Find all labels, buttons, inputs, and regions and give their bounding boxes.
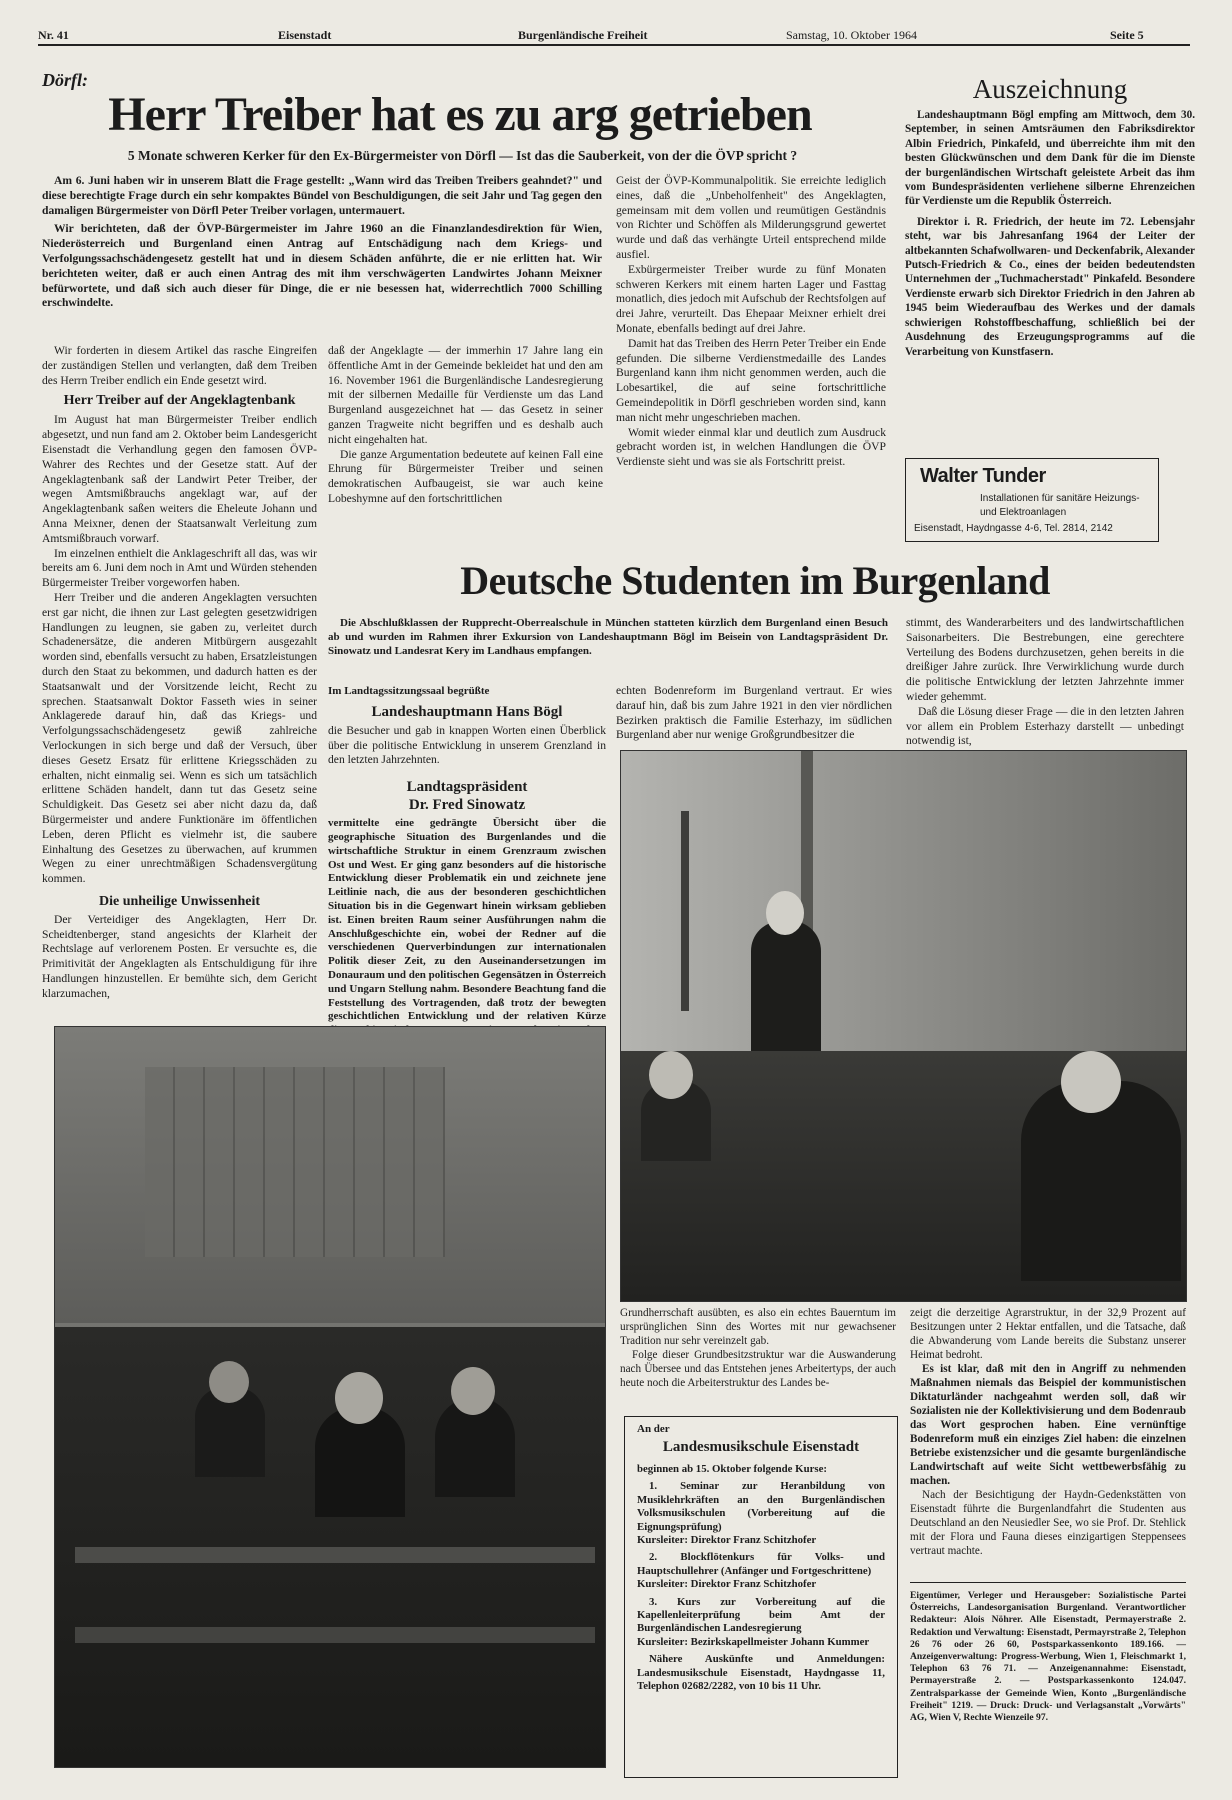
text-paragraph: Folge dieser Grundbesitzstruktur war die Auswanderung nach Übersee und das Entstehen jenes Arbeitertyps, der auch heute noch die Arbeiterstruktur des Landes be- (620, 1349, 896, 1389)
issue-date: Samstag, 10. Oktober 1964 (786, 28, 917, 42)
column-1 (42, 344, 317, 1002)
music-school-box (624, 1416, 898, 1778)
course-item: 3. Kurs zur Vorbereitung auf die Kapellenleiterprüfung beim Amt der Burgenländischen Landesregierung (637, 1595, 885, 1635)
text-paragraph: Wir forderten in diesem Artikel das rasche Eingreifen der zuständigen Stellen und verlangten, daß dem Treiben des Herrn Treiber endlich ein Ende gesetzt wird. (42, 344, 317, 387)
box-kicker: An der (637, 1423, 670, 1435)
text-paragraph: Grundherrschaft ausübten, es also ein echtes Bauerntum im ursprünglichen Sinn des Wortes mit nur gewachsener Tradition nur sehr vereinzelt gab. (620, 1307, 896, 1347)
text-paragraph: Im August hat man Bürgermeister Treiber endlich abgesetzt, und nun fand am 2. Oktober beim Landesgericht Eisenstadt die Verhandlung gegen den famosen ÖVP-Wahrer des Rechtes und der Gesetze statt. Auf der Angeklagtenbank saß der Landwirt Peter Treiber, der wegen Amtsmißbrauchs angeklagt war, auf der Angeklagtenbank saßen weiters die Eheleute Johann und Anna Meixner, denen der Staatsanwalt Verleitung zum Amtsmißbrauch vorwarf. (42, 413, 317, 545)
text-paragraph: Womit wieder einmal klar und deutlich zum Ausdruck gebracht worden ist, in welchen Handlungen die ÖVP Verdienste sieht und was sie als Fortschritt preist. (616, 425, 886, 469)
course-lead: Kursleiter: Direktor Franz Schitzhofer (637, 1534, 817, 1547)
text-paragraph: daß der Angeklagte — der immerhin 17 Jahre lang ein öffentliche Amt in der Gemeinde bekleidet hat und den am 16. November 1961 die Burgenländische Landesregierung mit der silbernen Medaille für Verdienste um das Land Burgenland ausgezeichnet hat — das Gesetz in seiner ganzen Tragweite nicht begriffen und es deshalb auch nicht eingehalten hat. (328, 344, 603, 446)
lead-right (616, 174, 886, 470)
subheading: Die unheilige Unwissenheit (98, 893, 260, 909)
course-item: 2. Blockflötenkurs für Volks- und Hauptschullehrer (Anfänger und Fortgeschrittene) (637, 1551, 885, 1577)
contact-info: Nähere Auskünfte und Anmeldungen: Landesmusikschule Eisenstadt, Haydngasse 11, Telephon 02682/2282, von 10 bis 11 Uhr. (637, 1653, 885, 1693)
subheading: Herr Treiber auf der Angeklagtenbank (63, 393, 296, 409)
speaker-title: Landtagspräsident (406, 779, 528, 796)
masthead-rule (38, 44, 1190, 46)
text-paragraph: Damit hat das Treiben des Herrn Peter Treiber ein Ende gefunden. Die silberne Verdienstmedaille des Landes Burgenland kann ihm nicht genommen werden, auch die Lobesartikel, die auf seine fortschrittliche Gemeindepolitik in Dörfl geschrieben worden sind, kann man nicht mehr ungeschrieben machen. (616, 336, 886, 424)
headline: Herr Treiber hat es zu arg getrieben (108, 88, 812, 141)
course-lead: Kursleiter: Direktor Franz Schitzhofer (637, 1578, 817, 1591)
text-paragraph: Der Verteidiger des Angeklagten, Herr Dr. Scheidtenberger, stand angesichts der Klarheit der Rechtslage auf verlorenem Posten. Er versuchte es, die Primitivität der Angeklagten als Entschuldigung für ihre Handlungen hinzustellen. Er bemühte sich, dem Gericht klarzumachen, (42, 912, 317, 1000)
photo-speaker (620, 750, 1187, 1302)
text-paragraph: Landeshauptmann Bögl empfing am Mittwoch, dem 30. September, in seinen Amtsräumen den Fabriksdirektor Albin Friedrich, Pinkafeld, und überreichte ihm mit den besten Glückwünschen und dem Dank für die im Dienste der burgenländischen Wirtschaft geleistete Arbeit das ihm vom Bundespräsidenten verliehene silberne Ehrenzeichen für Verdienste um die Republik Österreich. (905, 109, 1195, 208)
text-paragraph: vermittelte eine gedrängte Übersicht über die geographische Situation des Burgenlandes und die wirtschaftliche Struktur in einem Grenzraum zwischen Ost und West. Er ging ganz besonders auf die historische Entwicklung dieser Problematik ein und zeichnete jene Leitlinie nach, die aus der besonderen geschichtlichen Situation bis in die Gegenwart hinein wirksam geblieben ist. Einen breiten Raum seiner Ausführungen nahm die Anschlußgeschichte ein, wobei der Redner auf die verschiedenen Querverbindungen zur internationalen Politik dieser Zeit, zu den Auseinandersetzungen im Donauraum und den politischen Gegensätzen in Österreich und Ungarn Stellung nahm. Besondere Beachtung fand die Feststellung des Vortragenden, daß trotz der bewegten geschichtlichen Entwicklung und der relativen Kürze (328, 817, 606, 1023)
place-name: Eisenstadt (278, 28, 332, 42)
advert-line: Installationen für sanitäre Heizungs- (980, 493, 1140, 504)
course-lead: Kursleiter: Bezirkskapellmeister Johann Kummer (637, 1635, 870, 1648)
article2-intro: Die Abschlußklassen der Rupprecht-Oberrealschule in München statteten kürzlich dem Burgenland einen Besuch ab und wurden im Rahmen ihrer Exkursion von Landeshauptmann Bögl im Beisein von Landtagspräsident Dr. Sinowatz und Landesrat Kery im Landhaus empfangen. (328, 617, 888, 657)
text-paragraph: Nach der Besichtigung der Haydn-Gedenkstätten von Eisenstadt führte die Burgenlandfahrt die Studenten aus Deutschland an den Neusiedler See, wo sie Prof. Dr. Stehlick mit der Flora und Fauna dieses einzigartigen Steppensees vertraut machte. (910, 1489, 1186, 1557)
text-paragraph: Direktor i. R. Friedrich, der heute im 72. Lebensjahr steht, war bis Jahresanfang 1964 der Leiter der altbekannten Schafwollwaren- und Deckenfabrik, Alexander Putsch-Friedrich & Co., eines der beiden bedeutendsten Unternehmen der „Tuchmacherstadt" Pinkafeld. Besondere Verdienste erwarb sich Direktor Friedrich in den Jahren ab 1945 beim Wiederaufbau des Werkes und der damals schwierigen Rohstoffbeschaffung, schließlich bei der Ausdehnung des Erzeugungsprogramms auf die Verarbeitung von Kunstfasern. (905, 215, 1195, 358)
text-paragraph: Geist der ÖVP-Kommunalpolitik. Sie erreichte lediglich eines, daß die „Unbeholfenheit" des Angeklagten, gemeinsam mit dem vollen und reumütigen Geständnis von Richter und Schöffen als Milderungsgrund gewertet wurde und daß das verhängte Urteil entsprechend milde ausfiel. (616, 174, 886, 261)
text-paragraph: Daß die Lösung dieser Frage — die in den letzten Jahren vor allem ein Problem Esterhazy darstellt — unbedingt notwendig ist, (906, 704, 1184, 748)
issue-number: Nr. 41 (38, 28, 69, 42)
text-paragraph: die Besucher und gab in knappen Worten einen Überblick über die politische Entwicklung in unserem Grenzland in den letzten Jahrzehnten. (328, 723, 606, 767)
advert-name: Walter Tunder (920, 465, 1046, 487)
text-paragraph: Im einzelnen enthielt die Anklageschrift all das, was wir bereits am 6. Juni dem noch in Amt und Würden stehenden Bürgermeister Treiber vorgeworfen haben. (42, 546, 317, 590)
subheadline: 5 Monate schweren Kerker für den Ex-Bürgermeister von Dörfl — Ist das die Sauberkeit, von der die ÖVP spricht ? (127, 148, 798, 163)
article2-column-c-bottom (910, 1306, 1186, 1558)
column-2 (328, 344, 603, 507)
speaker-name: Landeshauptmann Hans Bögl (371, 703, 563, 720)
caption-small: Im Landtagssitzungssaal begrüßte (328, 685, 490, 697)
text-paragraph: stimmt, des Wanderarbeiters und des landwirtschaftlichen Saisonarbeiters. Die Bestrebungen, eine gerechtere Verteilung des Bodens durchzusetzen, gehen bereits in die dreißiger Jahre zurück. Ihre Verwirklichung wurde durch die politische Entwicklung der letzten Jahrzehnte immer wieder gehemmt. (906, 616, 1184, 703)
lead-paragraph: Wir berichteten, daß der ÖVP-Bürgermeister im Jahre 1960 an die Finanzlandesdirektion für Wien, Niederösterreich und Burgenland einen Antrag auf Entschädigung nach dem Kriegs- und Verfolgungssachschädengesetz gestellt hat und in diesem Schäden anführte, die er nie erlitten hat. Wir berichteten weiter, daß er auch einen Antrag des mit ihm verschwägerten Landwirtes Johann Meixner befürwortete, und daß sich auch dieser für Dinge, die er nie besessen hat, widerrechtlich 7000 Schilling erschwindelte. (42, 222, 602, 310)
course-item: 1. Seminar zur Heranbildung von Musiklehrkräften an den Burgenländischen Volksmusikschulen (Vorbereitung auf die Eignungsprüfung) (637, 1480, 885, 1533)
speaker-name: Dr. Fred Sinowatz (408, 797, 526, 814)
text-paragraph: Die ganze Argumentation bedeutete auf keinen Fall eine Ehrung für Bürgermeister Treiber und seinen demokratischen Aufbaugeist, sie war auch keine Lobeshymne auf den fortschrittlichen (328, 447, 603, 505)
text-paragraph: zeigt die derzeitige Agrarstruktur, in der 32,9 Prozent auf Besitzungen unter 2 Hektar entfallen, und die Tatsache, daß die Abwanderung vom Lande bereits die Substanz unserer Heimat bedroht. (910, 1307, 1186, 1361)
box-content (637, 1463, 885, 1694)
imprint: Eigentümer, Verleger und Herausgeber: Sozialistische Partei Österreichs, Landesorganisation Burgenland. Verantwortlicher Redakteur: Alois Nöhrer. Alle Eisenstadt, Permayerstraße 2. Redaktion und Verwaltung: Eisenstadt, Permayrstraße 2, Telephon 26 76 oder 26 60, Postsparkassenkonto 189.166. — Anzeigenverwaltung: Progress-Werbung, Wien 1, Fleischmarkt 1, Telephon 63 76 71. — Anzeigenannahme: Eisenstadt, Permayerstraße 2. — Postsparkassenkonto 124.047. Zentralsparkasse der Gemeinde Wien, Konto „Burgenländische Freiheit" 1219. — Druck: Druck- und Verlagsanstalt „Vorwärts" AG, Wien V, Rechte Wienzeile 97. (910, 1590, 1186, 1724)
box-intro: beginnen ab 15. Oktober folgende Kurse: (637, 1463, 827, 1475)
page-number: Seite 5 (1110, 28, 1144, 42)
box-title: Landesmusikschule Eisenstadt (662, 1439, 860, 1455)
article2-column-c-top (906, 616, 1184, 749)
text-paragraph: Herr Treiber und die anderen Angeklagten versuchten erst gar nicht, die ihnen zur Last gelegten gesetzwidrigen Handlungen zu leugnen, sie gaben zu, verleitet durch Schadenersätze, die anderen Mitbürgern ausgezahlt worden sind, ebenfalls versucht zu haben, Ersatzleistungen durch den Staat zu bekommen, und dadurch hatten es der Staatsanwalt und der Vorsitzende leicht, Recht zu sprechen. Staatsanwalt Doktor Fasseth wies in seiner Anklagerede darauf hin, daß das Kriegs- und Verfolgungssachschädengesetz gewiß zahlreiche Verlockungen in sich berge und daß der Versuch, über dieses Gesetz Ersatz für erlittene Kriegsschäden zu erhalten, nicht einmalig sei. Wenn es sich um tatsächlich erlittene Schäden handelt, dann tut das Gesetz seine Schuldigkeit. Das Gesetz sei aber nicht dazu da, daß Bürgermeister und andere Funktionäre im öffentlichen Leben, deren Pflicht es vielmehr ist, die saubere Einhaltung des Gesetzes zu überwachen, auf krummen Wegen zu einer unrechtmäßigen Schadensvergütung kommen. (42, 590, 317, 886)
lead-left (42, 174, 602, 311)
newspaper-name: Burgenländische Freiheit (518, 28, 648, 42)
text-paragraph: echten Bodenreform im Burgenland vertraut. Er wies darauf hin, daß bis zum Jahre 1921 in den vier nördlichen Bezirken praktisch die Familie Esterhazy, im südlichen Burgenland aber nur wenige Großgrundbesitzer die (616, 684, 892, 742)
advert-line: und Elektroanlagen (980, 507, 1067, 518)
masthead (38, 28, 1190, 44)
advert-box (905, 458, 1159, 542)
photo-audience (54, 1026, 606, 1768)
award-headline: Auszeichnung (972, 74, 1128, 104)
kicker: Dörfl: (42, 70, 88, 90)
article2-column-b-top (616, 684, 892, 743)
award-text (905, 108, 1195, 359)
text-paragraph: Exbürgermeister Treiber wurde zu fünf Monaten schweren Kerkers mit einem harten Lager und Fasttag monatlich, dies jedoch mit Aufschub der Rechtsfolgen auf drei Jahre, verurteilt. Das Ehepaar Meixner erhielt drei Monate, ebenfalls bedingt auf drei Jahre. (616, 262, 886, 335)
article2-column-b-bottom (620, 1306, 896, 1390)
article2-headline: Deutsche Studenten im Burgenland (460, 558, 1050, 603)
advert-address: Eisenstadt, Haydngasse 4-6, Tel. 2814, 2142 (914, 523, 1113, 534)
text-paragraph: Es ist klar, daß mit den in Angriff zu nehmenden Maßnahmen niemals das Beispiel der kommunistischen Diktaturländer nachgeahmt werden soll, daß wir Sozialisten nie der Kollektivisierung und dem Bodenraub das Wort gesprochen haben. Eine vernünftige Bodenreform muß ein einziges Ziel haben: die einzelnen Betriebe existenzsicher und die gesamte burgenländische Landwirtschaft auf weite Sicht wettbewerbsfähig zu machen. (910, 1363, 1186, 1487)
lead-paragraph: Am 6. Juni haben wir in unserem Blatt die Frage gestellt: „Wann wird das Treiben Treibers geahndet?" und diese berechtigte Frage durch ein sehr kompaktes Bündel von Beschuldigungen, die seit Jahr und Tag gegen den damaligen Bürgermeister von Dörfl Peter Treiber vorlagen, untermauert. (42, 174, 602, 217)
imprint-rule (910, 1582, 1186, 1583)
